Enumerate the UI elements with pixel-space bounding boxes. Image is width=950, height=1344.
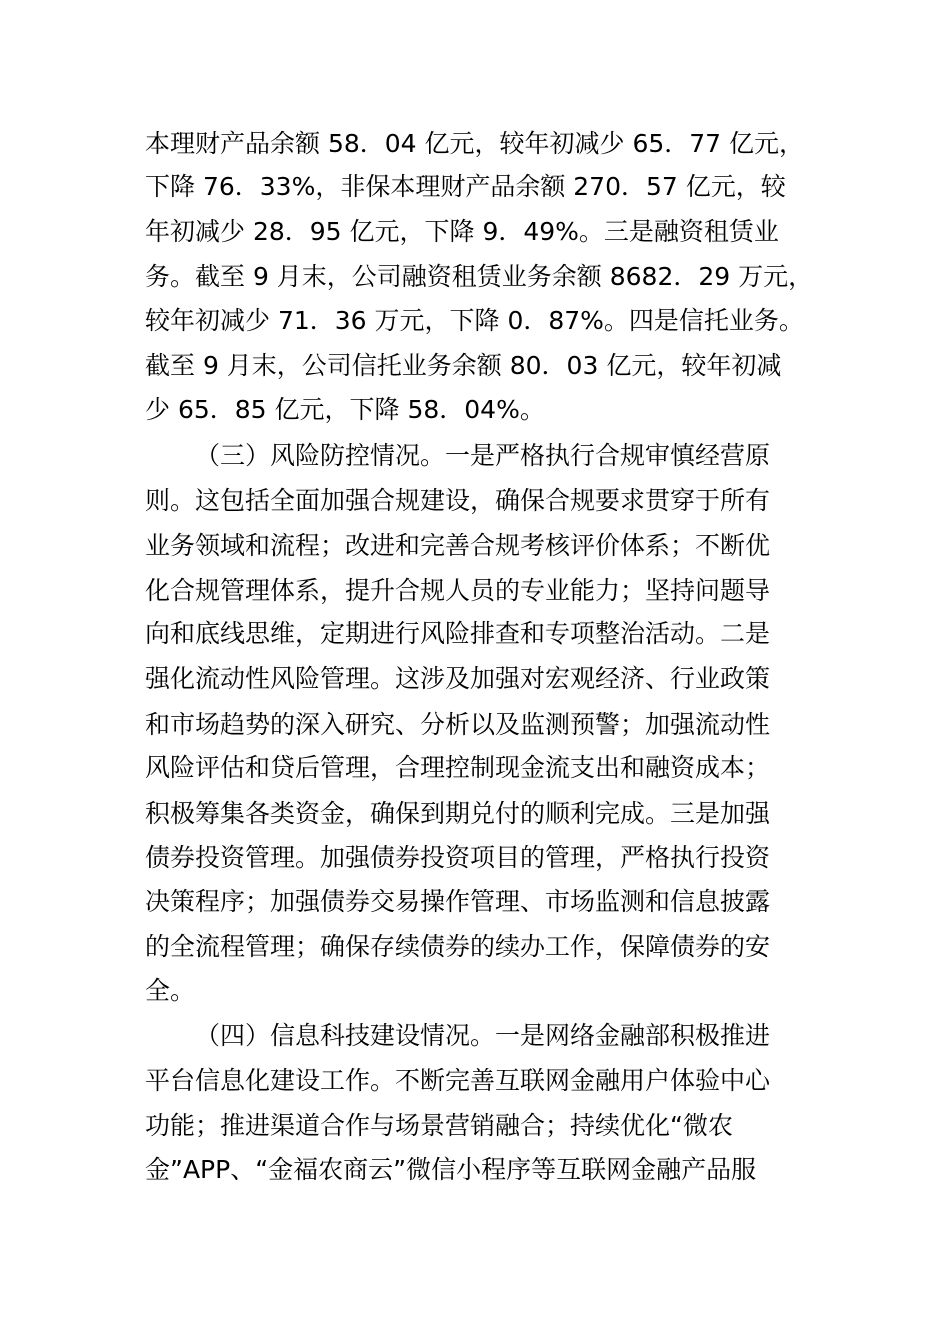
text-line: 向和底线思维，定期进行风险排查和专项整治活动。二是 <box>145 619 771 648</box>
text-line: 风险评估和贷后管理，合理控制现金流支出和融资成本； <box>145 753 771 782</box>
section-heading-line: （四）信息科技建设情况。一是网络金融部积极推进 <box>195 1021 771 1050</box>
text-line: 平台信息化建设工作。不断完善互联网金融用户体验中心 <box>145 1066 771 1095</box>
text-line: 则。这包括全面加强合规建设，确保合规要求贯穿于所有 <box>145 486 771 515</box>
text-line: 年初减少 28．95 亿元，下降 9．49%。三是融资租赁业 <box>145 217 779 246</box>
text-line: 的全流程管理；确保存续债券的续办工作，保障债券的安 <box>145 932 771 961</box>
text-line: 功能；推进渠道合作与场景营销融合；持续优化“微农 <box>145 1111 733 1140</box>
text-line: 较年初减少 71．36 万元，下降 0．87%。四是信托业务。 <box>145 306 804 335</box>
text-line: 金”APP、“金福农商云”微信小程序等互联网金融产品服 <box>145 1155 757 1184</box>
text-line: 强化流动性风险管理。这涉及加强对宏观经济、行业政策 <box>145 664 771 693</box>
section-heading-line: （三）风险防控情况。一是严格执行合规审慎经营原 <box>195 441 771 470</box>
text-line: 积极筹集各类资金，确保到期兑付的顺利完成。三是加强 <box>145 799 771 828</box>
text-line: 债券投资管理。加强债券投资项目的管理，严格执行投资 <box>145 843 771 872</box>
text-line: 务。截至 9 月末，公司融资租赁业务余额 8682．29 万元， <box>145 262 814 291</box>
text-line: 下降 76．33%，非保本理财产品余额 270．57 亿元，较 <box>145 172 786 201</box>
text-line: 少 65．85 亿元，下降 58．04%。 <box>145 395 545 424</box>
text-line: 全。 <box>145 976 196 1005</box>
text-line: 化合规管理体系，提升合规人员的专业能力；坚持问题导 <box>145 576 771 605</box>
text-line: 和市场趋势的深入研究、分析以及监测预警；加强流动性 <box>145 710 771 739</box>
text-line: 截至 9 月末，公司信托业务余额 80．03 亿元，较年初减 <box>145 351 782 380</box>
text-line: 本理财产品余额 58．04 亿元，较年初减少 65．77 亿元， <box>145 129 805 158</box>
text-line: 业务领域和流程；改进和完善合规考核评价体系；不断优 <box>145 531 771 560</box>
text-line: 决策程序；加强债券交易操作管理、市场监测和信息披露 <box>145 887 771 916</box>
